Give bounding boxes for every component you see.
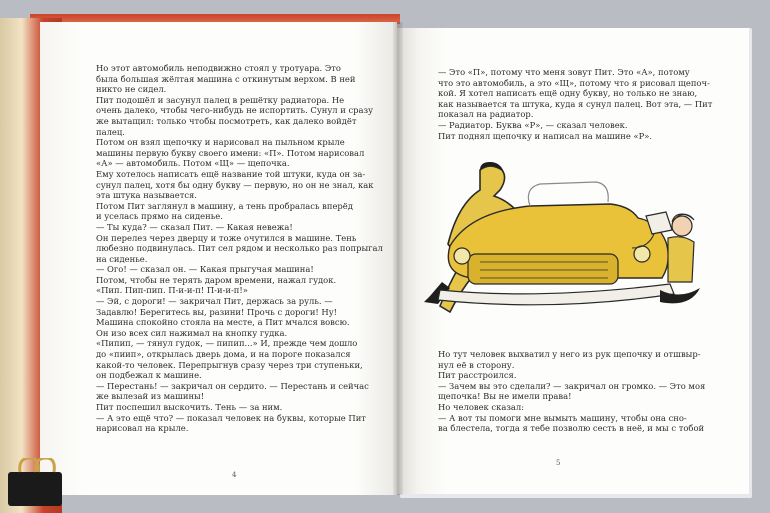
text-line: «А» — автомобиль. Потом «Щ» — щепочка. [96, 158, 290, 169]
text-line: — А вот ты помоги мне вымыть машину, чтобы она сно- [438, 412, 687, 423]
text-line: Пит подошёл и засунул палец в решётку радиатора. Не [96, 94, 345, 105]
text-line: нул её в сторону. [438, 359, 515, 370]
right-page-number: 5 [556, 459, 561, 467]
text-line: же вытащил: только чтобы посмотреть, как далеко войдёт [96, 115, 357, 126]
car-illustration [410, 150, 720, 330]
text-line: нарисовал на крыле. [96, 423, 189, 434]
text-line: щепочка! Вы не имели права! [438, 391, 572, 402]
right-page-text-top [438, 67, 728, 141]
text-line: — Это «П», потому что меня зовут Пит. Это «А», потому [438, 67, 690, 77]
text-line: же вылезай из машины! [96, 391, 205, 402]
text-line: до «пиип», открылась дверь дома, и на пороге показался [96, 349, 351, 360]
text-line: кой. Я хотел написать ещё одну букву, но только не знаю, [438, 88, 698, 99]
text-line: и уселась прямо на сиденье. [96, 211, 223, 222]
text-line: — Ты куда? — сказал Пит. — Какая невежа! [96, 221, 293, 232]
text-line: — Эй, с дороги! — закричал Пит, держась за руль. — [96, 296, 333, 307]
text-line: Машина спокойно стояла на месте, а Пит мчался вовсю. [96, 317, 350, 328]
text-line: Он перелез через дверцу и тоже очутился в машине. Тень [96, 232, 357, 243]
text-line: Потом он взял щепочку и нарисовал на пыльном крыле [96, 137, 345, 148]
text-line: — Ого! — сказал он. — Какая прыгучая машина! [96, 264, 314, 275]
left-page-number: 4 [232, 471, 237, 479]
text-line: он подбежал к машине. [96, 370, 202, 381]
text-line: Потом Пит заглянул в машину, а тень пробралась вперёд [96, 200, 353, 211]
text-line: — Перестань! — закричал он сердито. — Перестань и сейчас [96, 380, 369, 391]
binder-clip-icon [6, 458, 66, 513]
text-line: Но тут человек выхватил у него из рук щепочку и отшвыр- [438, 349, 701, 359]
text-line: что это автомобиль, а это «Щ», потому что я рисовал щепоч- [438, 77, 710, 88]
text-line: никто не сидел. [96, 84, 167, 95]
text-line: на сиденье. [96, 253, 148, 264]
text-line: Но человек сказал: [438, 401, 525, 412]
text-line: Пит поднял щепочку и написал на машине «Р». [438, 130, 653, 141]
text-line: «Пип. Пип-пип. П-и-и-п! П-и-и-п!» [96, 285, 248, 296]
text-line: Потом, чтобы не терять даром времени, нажал гудок. [96, 274, 337, 285]
text-line: Он изо всех сил нажимал на кнопку гудка. [96, 327, 288, 338]
text-line: Ему хотелось написать ещё название той штуки, куда он за- [96, 168, 366, 179]
text-line: Но этот автомобиль неподвижно стоял у тротуара. Это [96, 63, 341, 73]
right-page-text-bottom [438, 349, 728, 434]
text-line: палец. [96, 126, 125, 137]
text-line: ва блестела, тогда я тебе позволю сесть в неё, и мы с тобой [438, 423, 705, 434]
text-line: очень далеко, чтобы чего-нибудь не испортить. Сунул и сразу [96, 105, 374, 116]
text-line: — Зачем вы это сделали? — закричал он громко. — Это моя [438, 380, 706, 391]
text-line: Пит расстроился. [438, 370, 517, 381]
left-page-text [96, 63, 381, 434]
text-line: сунул палец, хотя бы одну букву — первую, но он не знал, как [96, 179, 374, 190]
text-line: показал на радиатор. [438, 109, 534, 120]
book-gutter [393, 22, 403, 495]
text-line: эта штука называется. [96, 190, 197, 201]
text-line: машины первую букву своего имени: «П». Потом нарисовал [96, 147, 365, 158]
text-line: была большая жёлтая машина с откинутым верхом. В ней [96, 73, 356, 84]
text-line: — А это ещё что? — показал человек на буквы, которые Пит [96, 412, 366, 423]
text-line: Задавлю! Берегитесь вы, разини! Прочь с дороги! Ну! [96, 306, 338, 317]
text-line: «Пипип, — тянул гудок, — пипип...» И, прежде чем дошло [96, 338, 358, 349]
text-line: — Радиатор. Буква «Р», — сказал человек. [438, 119, 628, 130]
text-line: любезно подвинулась. Пит сел рядом и несколько раз попрыгал [96, 243, 383, 254]
text-line: как называется та штука, куда я сунул палец. Вот эта, — Пит [438, 98, 713, 109]
text-line: Пит поспешил выскочить. Тень — за ним. [96, 402, 283, 412]
text-line: какой-то человек. Перепрыгнув сразу через три ступеньки, [96, 359, 363, 370]
